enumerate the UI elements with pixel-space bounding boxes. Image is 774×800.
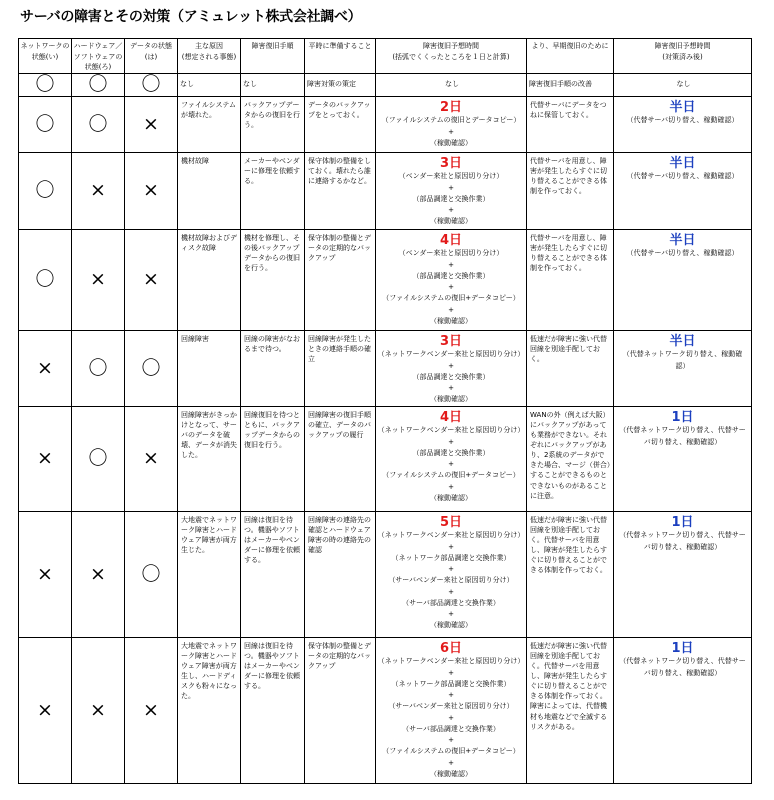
hardware-status: × — [72, 637, 125, 783]
recovery-step: （ネットワークベンダー来社と原因切り分け） — [377, 426, 525, 435]
table-row — [19, 330, 752, 406]
recovery-days: 6日 — [439, 640, 463, 656]
network-status: × — [19, 511, 72, 637]
after-recovery-note: （代替サーバ切り替え、稼動確認） — [626, 249, 739, 258]
preparation-cell: 障害対策の策定 — [305, 73, 376, 96]
cause-cell: ファイルシステムが壊れた。 — [178, 96, 241, 152]
recovery-step: （稼動確認） — [430, 621, 472, 630]
recovery-step: （サーバベンダー来社と原因切り分け） — [388, 576, 514, 585]
recovery-step: （部品調達と交換作業） — [412, 372, 490, 381]
preparation-cell: 回線障害の復旧手順の確立、データのバックアップの履行 — [305, 406, 376, 511]
plus-sign: + — [448, 437, 454, 446]
after-time-cell — [614, 637, 752, 783]
cause-cell: 大地震でネットワーク障害とハードウェア障害が両方生し、ハードディスクも粉々になった。 — [178, 637, 241, 783]
plus-sign: + — [448, 610, 454, 619]
header-cell: 障害復旧予想時間 (対策済み後) — [614, 39, 752, 74]
hardware-status: 〇 — [72, 96, 125, 152]
improvement-cell: 代替サーバを用意し、障害が発生したらすぐに切り替えることができる体制を作っておく。 — [527, 152, 614, 229]
after-recovery-time: 半日 — [669, 333, 696, 349]
plus-sign: + — [448, 736, 454, 745]
procedure-cell: なし — [241, 73, 305, 96]
procedure-cell: 機材を修理し、その後バックアップデータからの復旧を行う。 — [241, 229, 305, 330]
recovery-time-cell — [376, 229, 527, 330]
after-recovery-time: 1日 — [671, 409, 694, 425]
recovery-step: （稼動確認） — [430, 769, 472, 778]
recovery-step: （ネットワークベンダー来社と原因切り分け） — [377, 657, 525, 666]
after-recovery-note: （代替サーバ切り替え、稼動確認） — [626, 116, 739, 125]
plus-sign: + — [448, 283, 454, 292]
plus-sign: + — [448, 460, 454, 469]
recovery-time-cell — [376, 637, 527, 783]
after-recovery-note: （代替ネットワーク切り替え、稼動確認） — [622, 350, 743, 370]
header-cell: 平時に準備すること — [305, 39, 376, 74]
recovery-time-cell: なし — [376, 73, 527, 96]
header-cell: 主な原因 (想定される事態) — [178, 39, 241, 74]
procedure-cell: 回線は復旧を待つ。機器やソフトはメーカーやベンダーに修理を依頼する。 — [241, 511, 305, 637]
recovery-step: （ネットワーク部品調達と交換作業） — [391, 553, 511, 562]
preparation-cell: 保守体制の整備とデータの定期的なバックアップ — [305, 637, 376, 783]
data-status: × — [125, 229, 178, 330]
header-cell: ネットワークの状態(い) — [19, 39, 72, 74]
plus-sign: + — [448, 668, 454, 677]
plus-sign: + — [448, 542, 454, 551]
after-time-cell — [614, 96, 752, 152]
recovery-days: 5日 — [439, 514, 463, 530]
preparation-cell: データのバックアップをとっておく。 — [305, 96, 376, 152]
table-row — [19, 152, 752, 229]
hardware-status: × — [72, 511, 125, 637]
after-time-cell: なし — [614, 73, 752, 96]
after-recovery-note: （代替サーバ切り替え、稼動確認） — [626, 172, 739, 181]
table-row — [19, 511, 752, 637]
network-status: 〇 — [19, 73, 72, 96]
cause-cell: なし — [178, 73, 241, 96]
after-recovery-time: 半日 — [669, 232, 696, 248]
preparation-cell: 回線障害が発生したときの連絡手順の確立 — [305, 330, 376, 406]
recovery-step: （サーバ部品調達と交換作業） — [402, 724, 500, 733]
data-status: 〇 — [125, 330, 178, 406]
recovery-days: 2日 — [439, 99, 463, 115]
recovery-step: （ファイルシステムの復旧+データコピー） — [382, 294, 520, 303]
cause-cell: 回線障害がきっかけとなって、サーバのデータを破壊、データが消失した。 — [178, 406, 241, 511]
recovery-step: （サーバ部品調達と交換作業） — [402, 598, 500, 607]
after-recovery-time: 1日 — [671, 640, 694, 656]
table-row — [19, 96, 752, 152]
recovery-step: （ベンダー来社と原因切り分け） — [398, 249, 504, 258]
network-status: 〇 — [19, 96, 72, 152]
recovery-step: （ファイルシステムの復旧+データコピー） — [382, 471, 520, 480]
procedure-cell: 回線は復旧を待つ。機器やソフトはメーカーやベンダーに修理を依頼する。 — [241, 637, 305, 783]
after-recovery-note: （代替ネットワーク切り替え、代替サーバ切り替え、稼動確認） — [619, 426, 746, 446]
cause-cell: 大地震でネットワーク障害とハードウェア障害が両方生じた。 — [178, 511, 241, 637]
network-status: × — [19, 406, 72, 511]
table-row — [19, 229, 752, 330]
plus-sign: + — [448, 587, 454, 596]
after-time-cell — [614, 406, 752, 511]
network-status: 〇 — [19, 229, 72, 330]
recovery-step: （稼動確認） — [430, 395, 472, 404]
recovery-step: （部品調達と交換作業） — [412, 448, 490, 457]
improvement-cell: 障害復旧手順の改善 — [527, 73, 614, 96]
plus-sign: + — [448, 305, 454, 314]
recovery-days: 3日 — [439, 333, 463, 349]
hardware-status: 〇 — [72, 330, 125, 406]
preparation-cell: 保守体制の整備とデータの定期的なバックアップ — [305, 229, 376, 330]
after-time-cell — [614, 330, 752, 406]
recovery-step: （ネットワークベンダー来社と原因切り分け） — [377, 350, 525, 359]
plus-sign: + — [448, 691, 454, 700]
hardware-status: 〇 — [72, 73, 125, 96]
recovery-step: （ネットワーク部品調達と交換作業） — [391, 679, 511, 688]
data-status: × — [125, 637, 178, 783]
table-row — [19, 637, 752, 783]
after-recovery-note: （代替ネットワーク切り替え、代替サーバ切り替え、稼動確認） — [619, 657, 746, 677]
header-cell: データの状態(は) — [125, 39, 178, 74]
plus-sign: + — [448, 713, 454, 722]
data-status: 〇 — [125, 511, 178, 637]
plus-sign: + — [448, 206, 454, 215]
header-cell: 障害復旧手順 — [241, 39, 305, 74]
hardware-status: × — [72, 152, 125, 229]
recovery-days: 3日 — [439, 155, 463, 171]
plus-sign: + — [448, 758, 454, 767]
preparation-cell: 回線障害の連絡先の確認とハードウェア障害の時の連絡先の確認 — [305, 511, 376, 637]
improvement-cell: 代替サーバにデータをつねに保管しておく。 — [527, 96, 614, 152]
after-recovery-time: 半日 — [669, 155, 696, 171]
recovery-step: （稼動確認） — [430, 316, 472, 325]
baseline-row — [19, 73, 752, 96]
cause-cell: 機材故障およびディスク故障 — [178, 229, 241, 330]
header-cell: ハードウェア／ソフトウェアの状態(ろ) — [72, 39, 125, 74]
after-recovery-note: （代替ネットワーク切り替え、代替サーバ切り替え、稼動確認） — [619, 531, 746, 551]
plus-sign: + — [448, 384, 454, 393]
hardware-status: 〇 — [72, 406, 125, 511]
header-cell: 障害復旧予想時間 (括弧でくくったところを１日と計算) — [376, 39, 527, 74]
recovery-step: （稼動確認） — [430, 493, 472, 502]
after-recovery-time: 半日 — [669, 99, 696, 115]
header-cell: より、早期復旧のために — [527, 39, 614, 74]
after-time-cell — [614, 511, 752, 637]
preparation-cell: 保守体制の整備をしておく。壊れたら誰に連絡するかなど。 — [305, 152, 376, 229]
data-status: 〇 — [125, 73, 178, 96]
recovery-days: 4日 — [439, 409, 463, 425]
countermeasure-table — [18, 38, 752, 784]
improvement-cell: WANの外（例えば大阪）にバックアップがあっても業務ができない。それぞれにバックアップがあり、2系統のデータができた場合、マージ（併合）することができるものとできないものがあることに注意。 — [527, 406, 614, 511]
recovery-step: （稼動確認） — [430, 217, 472, 226]
cause-cell: 機材故障 — [178, 152, 241, 229]
procedure-cell: 回線の障害がなおるまで待つ。 — [241, 330, 305, 406]
recovery-step: （ベンダー来社と原因切り分け） — [398, 172, 504, 181]
recovery-time-cell — [376, 152, 527, 229]
plus-sign: + — [448, 565, 454, 574]
recovery-step: （ネットワークベンダー来社と原因切り分け） — [377, 531, 525, 540]
recovery-time-cell — [376, 330, 527, 406]
recovery-time-cell — [376, 511, 527, 637]
recovery-days: 4日 — [439, 232, 463, 248]
improvement-cell: 低速だが障害に強い代替回線を別途手配しておく。代替サーバを用意し、障害が発生したらすぐに切り替えることができる体制を作っておく。障害によっては、代替機材も地震などで全滅するリスクがある。 — [527, 637, 614, 783]
cause-cell: 回線障害 — [178, 330, 241, 406]
improvement-cell: 低速だが障害に強い代替回線を別途手配しておく。代替サーバを用意し、障害が発生したらすぐに切り替えることができる体制を作っておく。 — [527, 511, 614, 637]
recovery-step: （サーバベンダー来社と原因切り分け） — [388, 702, 514, 711]
recovery-step: （稼動確認） — [430, 138, 472, 147]
after-time-cell — [614, 229, 752, 330]
hardware-status: × — [72, 229, 125, 330]
procedure-cell: メーカーやベンダーに修理を依頼する。 — [241, 152, 305, 229]
recovery-step: （ファイルシステムの復旧+データコピー） — [382, 747, 520, 756]
network-status: × — [19, 637, 72, 783]
procedure-cell: 回線復旧を待つとともに、バックアップデータからの復旧を行う。 — [241, 406, 305, 511]
table-row — [19, 406, 752, 511]
recovery-time-cell — [376, 406, 527, 511]
improvement-cell: 低速だが障害に強い代替回線を別途手配しておく。 — [527, 330, 614, 406]
plus-sign: + — [448, 482, 454, 491]
recovery-step: （部品調達と交換作業） — [412, 271, 490, 280]
data-status: × — [125, 406, 178, 511]
header-row — [19, 39, 752, 74]
plus-sign: + — [448, 260, 454, 269]
procedure-cell: バックアップデータからの復旧を行う。 — [241, 96, 305, 152]
plus-sign: + — [448, 127, 454, 136]
after-time-cell — [614, 152, 752, 229]
after-recovery-time: 1日 — [671, 514, 694, 530]
improvement-cell: 代替サーバを用意し、障害が発生したらすぐに切り替えることができる体制を作っておく。 — [527, 229, 614, 330]
recovery-time-cell — [376, 96, 527, 152]
network-status: × — [19, 330, 72, 406]
network-status: 〇 — [19, 152, 72, 229]
data-status: × — [125, 96, 178, 152]
recovery-step: （部品調達と交換作業） — [412, 194, 490, 203]
recovery-step: （ファイルシステムの復旧とデータコピー） — [381, 116, 521, 125]
plus-sign: + — [448, 361, 454, 370]
page-title: サーバの障害とその対策（アミュレット株式会社調べ） — [20, 9, 362, 25]
data-status: × — [125, 152, 178, 229]
plus-sign: + — [448, 183, 454, 192]
